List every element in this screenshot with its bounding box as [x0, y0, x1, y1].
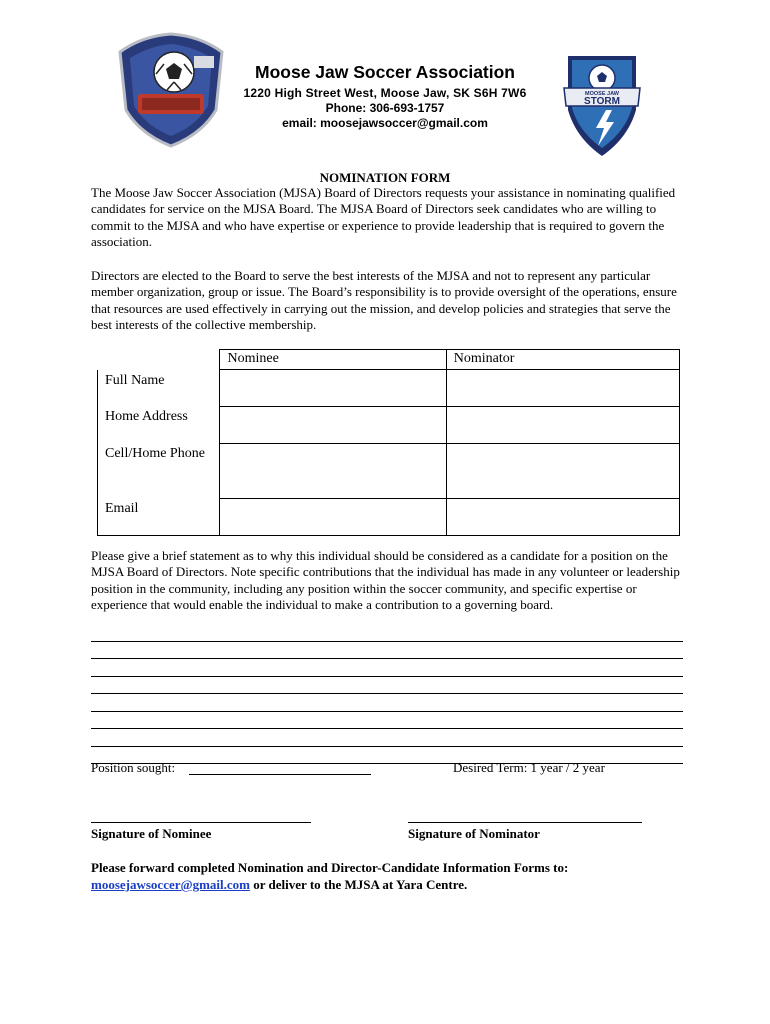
nominee-full-name-field[interactable]	[220, 370, 446, 407]
intro-paragraph-1: The Moose Jaw Soccer Association (MJSA) Board of Directors requests your assistance in nominating qualified candidates for service on the MJSA Board. The MJSA Board of Directors seek candidates who are willing to commit to the MJSA and who have expertise or experience to provide leadership that is required to govern the association.	[91, 185, 676, 249]
signature-of-nominator-label: Signature of Nominator	[408, 826, 540, 841]
deliver-text: or deliver to the MJSA at Yara Centre.	[250, 877, 468, 892]
statement-answer-lines[interactable]	[91, 624, 683, 764]
nominator-signature-field[interactable]	[408, 822, 642, 823]
organization-name: Moose Jaw Soccer Association	[255, 62, 515, 82]
row-label-home-address: Home Address	[98, 407, 220, 444]
nomination-table	[97, 349, 680, 536]
row-label-email: Email	[98, 499, 220, 536]
organization-email: email: moosejawsoccer@gmail.com	[282, 116, 488, 130]
forward-delivery-line	[91, 876, 691, 893]
nominator-email-field[interactable]	[446, 499, 679, 536]
answer-line[interactable]	[91, 729, 683, 747]
answer-line[interactable]	[91, 642, 683, 660]
nominator-home-address-field[interactable]	[446, 407, 679, 444]
statement-prompt: Please give a brief statement as to why this individual should be considered as a candidate for a position on the MJSA Board of Directors. Note specific contributions that the individual has made in any volunteer or leadership position in the community, including any position within the soccer community, and specific expertise or experience that would enable the individual to make a contribution to a governing board.	[91, 548, 680, 612]
email-link[interactable]: moosejawsoccer@gmail.com	[91, 877, 251, 892]
storm-shield-logo-right	[562, 48, 642, 158]
nominee-home-address-field[interactable]	[220, 407, 446, 444]
nominee-email-field[interactable]	[220, 499, 446, 536]
forward-instructions: Please forward completed Nomination and Director-Candidate Information Forms to:	[91, 860, 569, 875]
row-label-phone: Cell/Home Phone	[98, 444, 220, 499]
signature-of-nominee-label: Signature of Nominee	[91, 826, 212, 841]
nominator-full-name-field[interactable]	[446, 370, 679, 407]
storm-logo-main-text: STORM	[584, 96, 620, 107]
storm-logo-top-text: MOOSE JAW	[585, 91, 619, 97]
nominee-signature-field[interactable]	[91, 822, 311, 823]
nominee-phone-field[interactable]	[220, 444, 446, 499]
answer-line[interactable]	[91, 624, 683, 642]
intro-paragraph-2: Directors are elected to the Board to serve the best interests of the MJSA and not to represent any particular member organization, group or issue. The Board’s responsibility is to provide oversight of the operations, ensure that resources are used effectively in carrying out the mission, and develop policies and strategies that serve the best interests of the collective membership.	[91, 268, 677, 332]
answer-line[interactable]	[91, 712, 683, 730]
answer-line[interactable]	[91, 677, 683, 695]
nominator-phone-field[interactable]	[446, 444, 679, 499]
form-title: NOMINATION FORM	[319, 170, 451, 185]
organization-address: 1220 High Street West, Moose Jaw, SK S6H 7W6	[243, 86, 527, 100]
position-sought-label: Position sought:	[91, 760, 176, 775]
table-corner-cell	[98, 350, 220, 370]
answer-line[interactable]	[91, 694, 683, 712]
column-header-nominator: Nominator	[446, 350, 679, 370]
row-label-full-name: Full Name	[98, 370, 220, 407]
desired-term-label: Desired Term: 1 year / 2 year	[453, 760, 605, 775]
answer-line[interactable]	[91, 659, 683, 677]
position-sought-field[interactable]	[189, 774, 371, 775]
organization-phone: Phone: 306-693-1757	[325, 101, 445, 115]
column-header-nominee: Nominee	[220, 350, 446, 370]
